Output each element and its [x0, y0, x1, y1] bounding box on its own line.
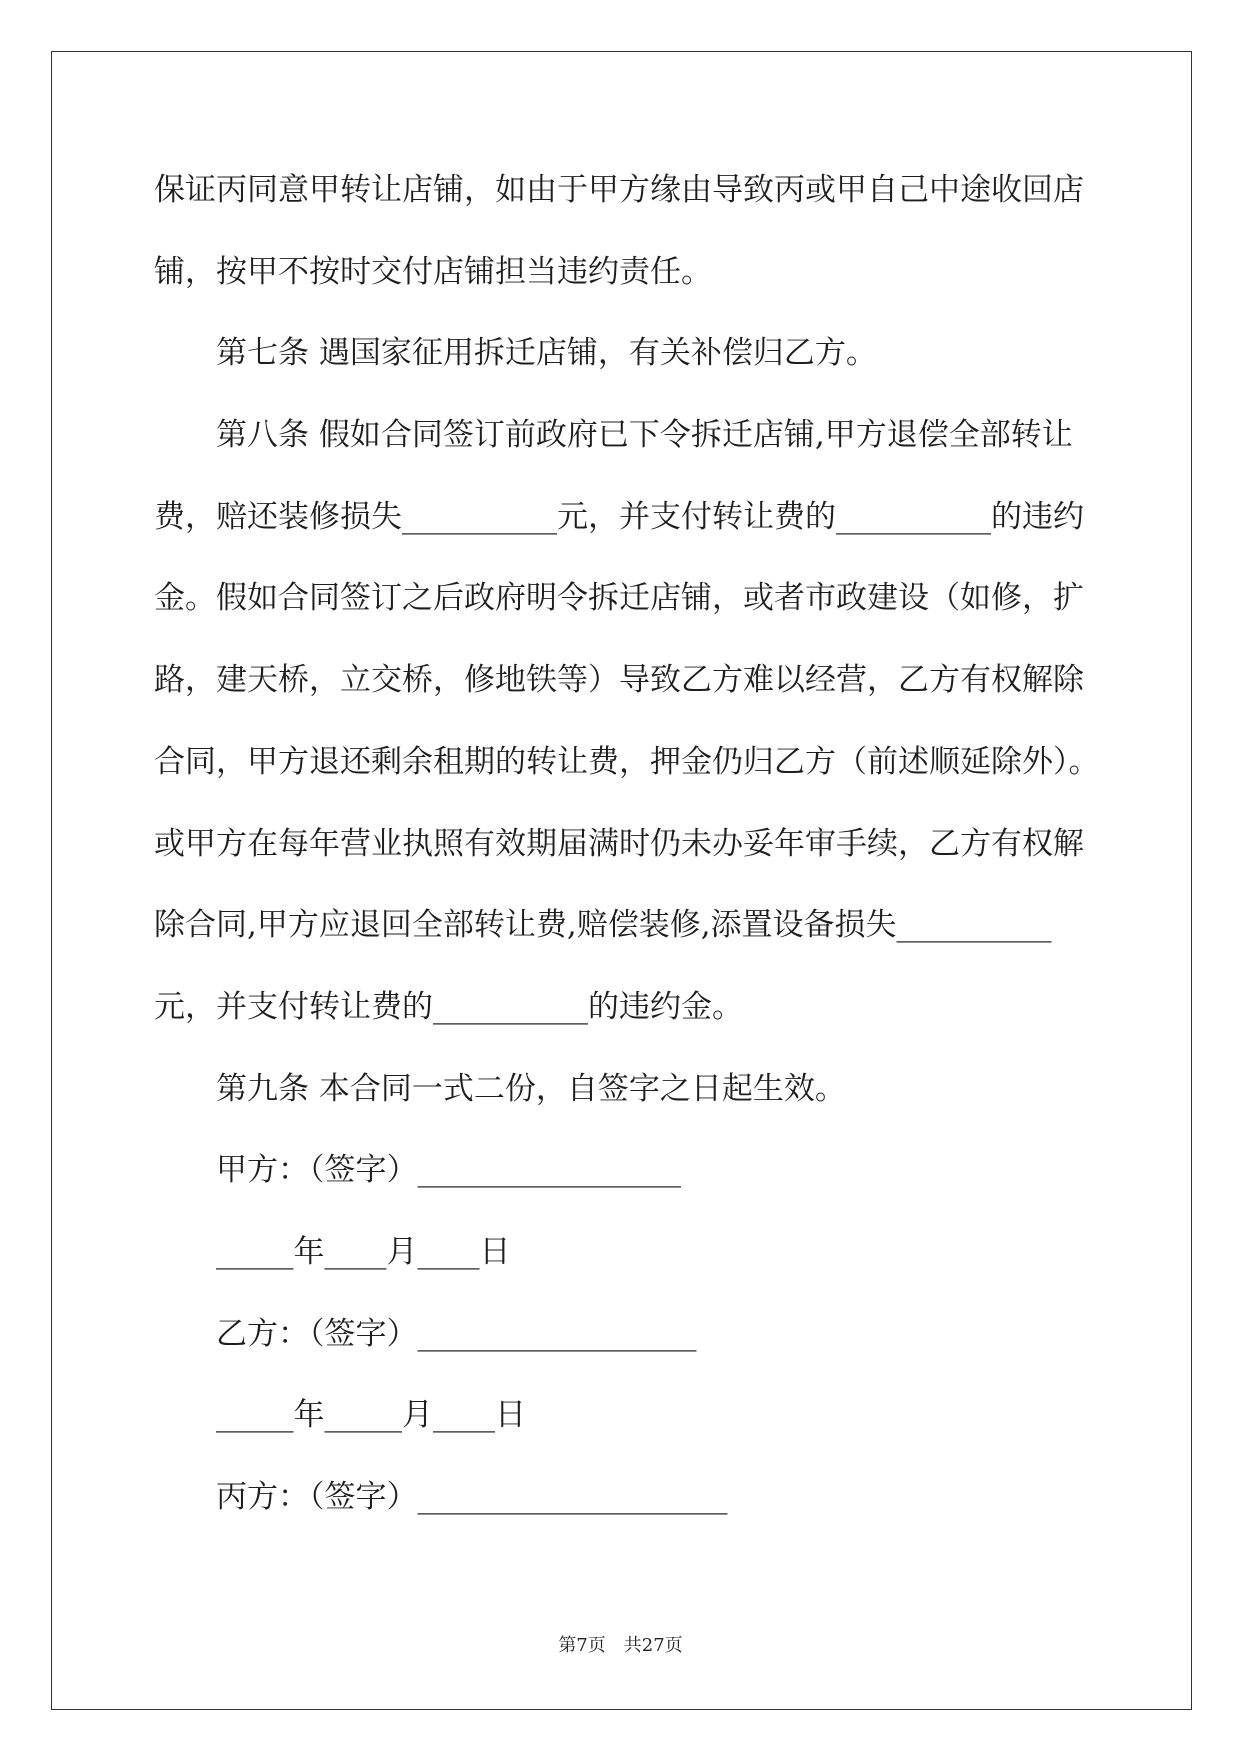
page-number: 第7页 共27页	[558, 1635, 683, 1656]
document-line: 或甲方在每年营业执照有效期届满时仍未办妥年审手续，乙方有权解	[154, 825, 1084, 862]
party-a-date: _____年____月____日	[216, 1233, 511, 1270]
party-a-signature: 甲方：（签字）_________________	[216, 1152, 681, 1189]
document-line: 金。假如合同签订之后政府明令拆迁店铺，或者市政建设（如修，扩	[154, 580, 1084, 617]
party-b-signature: 乙方：（签字）__________________	[216, 1315, 697, 1352]
article-seven: 第七条 遇国家征用拆迁店铺，有关补偿归乙方。	[216, 335, 877, 372]
document-line: 路，建天桥，立交桥，修地铁等）导致乙方难以经营，乙方有权解除	[154, 662, 1084, 699]
document-line: 合同，甲方退还剩余租期的转让费，押金仍归乙方（前述顺延除外）。	[154, 743, 1100, 780]
document-line: 保证丙同意甲转让店铺，如由于甲方缘由导致丙或甲自己中途收回店	[154, 172, 1084, 208]
document-line: 除合同,甲方应退回全部转让费,赔偿装修,添置设备损失__________	[154, 907, 1052, 944]
party-b-date: _____年_____月____日	[216, 1397, 526, 1434]
article-nine: 第九条 本合同一式二份，自签字之日起生效。	[216, 1070, 846, 1107]
party-c-signature: 丙方：（签字）____________________	[216, 1479, 728, 1515]
document-line: 元，并支付转让费的__________的违约金。	[154, 988, 743, 1025]
article-eight: 第八条 假如合同签订前政府已下令拆迁店铺,甲方退偿全部转让	[216, 417, 1073, 454]
document-body	[154, 150, 1174, 1539]
document-line: 费，赔还装修损失__________元，并支付转让费的__________的违约	[154, 498, 1084, 535]
document-line: 铺，按甲不按时交付店铺担当违约责任。	[154, 253, 712, 290]
